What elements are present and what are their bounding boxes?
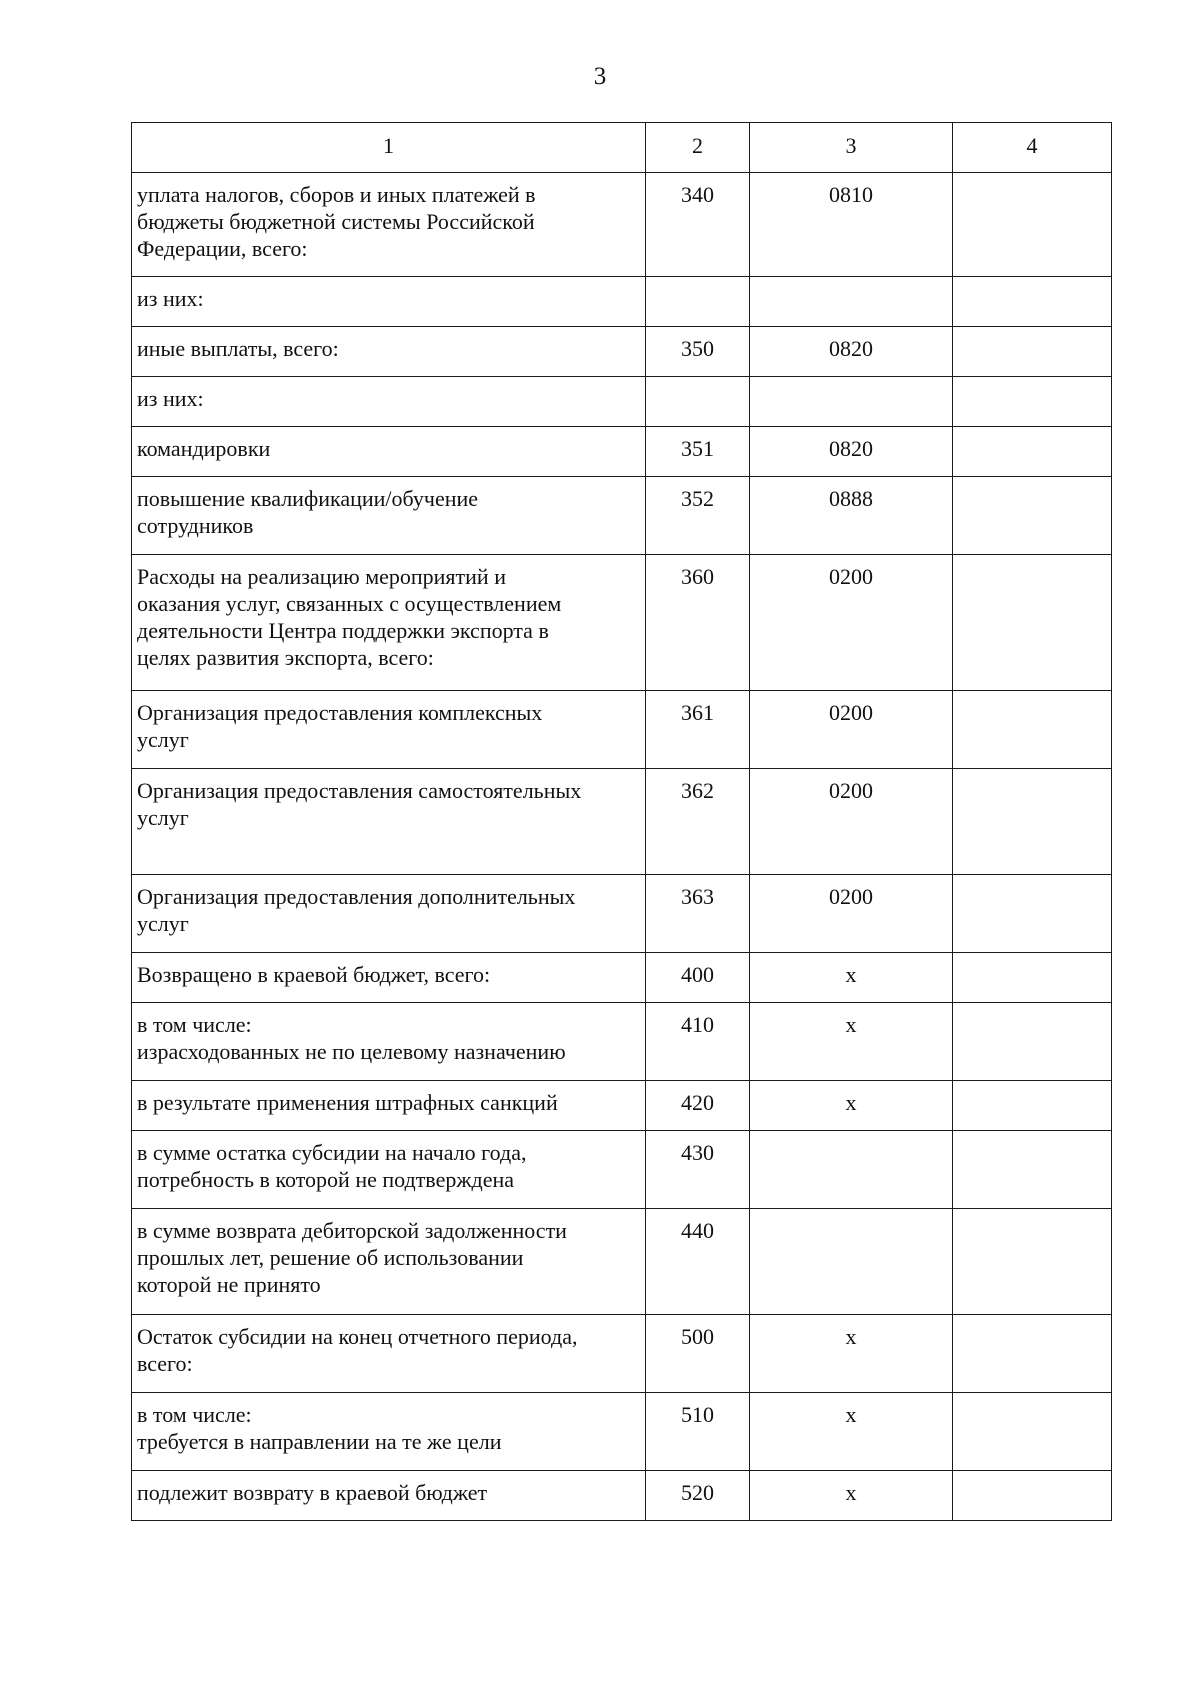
row-value bbox=[953, 1393, 1112, 1471]
row-code: 350 bbox=[646, 327, 750, 377]
table-row bbox=[132, 1393, 1112, 1471]
row-code: 440 bbox=[646, 1209, 750, 1315]
row-value bbox=[953, 1315, 1112, 1393]
row-label: Организация предоставления комплексных услуг bbox=[132, 691, 646, 769]
report-table bbox=[131, 122, 1112, 1521]
row-value bbox=[953, 377, 1112, 427]
row-code2: 0820 bbox=[750, 427, 953, 477]
row-code2: х bbox=[750, 953, 953, 1003]
row-label: повышение квалификации/обучение сотрудников bbox=[132, 477, 646, 555]
row-value bbox=[953, 427, 1112, 477]
row-label: Расходы на реализацию мероприятий и оказания услуг, связанных с осуществлением деятельности Центра поддержки экспорта в целях развития экспорта, всего: bbox=[132, 555, 646, 691]
row-code bbox=[646, 377, 750, 427]
table-row bbox=[132, 555, 1112, 691]
row-value bbox=[953, 173, 1112, 277]
row-code bbox=[646, 277, 750, 327]
page-number: 3 bbox=[593, 63, 607, 90]
column-header-3: 3 bbox=[750, 123, 953, 173]
row-code2 bbox=[750, 1131, 953, 1209]
row-code2: 0888 bbox=[750, 477, 953, 555]
table-row bbox=[132, 1209, 1112, 1315]
row-label: Организация предоставления самостоятельных услуг bbox=[132, 769, 646, 875]
row-label: в том числе: требуется в направлении на те же цели bbox=[132, 1393, 646, 1471]
row-code2: х bbox=[750, 1315, 953, 1393]
row-code: 352 bbox=[646, 477, 750, 555]
row-code2 bbox=[750, 377, 953, 427]
table-row bbox=[132, 277, 1112, 327]
row-code: 360 bbox=[646, 555, 750, 691]
row-value bbox=[953, 691, 1112, 769]
row-label: из них: bbox=[132, 277, 646, 327]
table-row bbox=[132, 377, 1112, 427]
table-row bbox=[132, 875, 1112, 953]
row-code2: 0820 bbox=[750, 327, 953, 377]
table-row bbox=[132, 1131, 1112, 1209]
row-code2 bbox=[750, 1209, 953, 1315]
row-code2: 0200 bbox=[750, 875, 953, 953]
row-code2 bbox=[750, 277, 953, 327]
row-code: 410 bbox=[646, 1003, 750, 1081]
row-label: подлежит возврату в краевой бюджет bbox=[132, 1471, 646, 1521]
row-value bbox=[953, 953, 1112, 1003]
row-code2: х bbox=[750, 1003, 953, 1081]
row-label: командировки bbox=[132, 427, 646, 477]
column-header-2: 2 bbox=[646, 123, 750, 173]
row-value bbox=[953, 555, 1112, 691]
row-code2: 0200 bbox=[750, 555, 953, 691]
table-row bbox=[132, 427, 1112, 477]
header-row bbox=[132, 123, 1112, 173]
column-header-1: 1 bbox=[132, 123, 646, 173]
row-code: 520 bbox=[646, 1471, 750, 1521]
row-code2: 0200 bbox=[750, 769, 953, 875]
table-row bbox=[132, 769, 1112, 875]
row-value bbox=[953, 1131, 1112, 1209]
table-row bbox=[132, 1315, 1112, 1393]
row-value bbox=[953, 477, 1112, 555]
table-row bbox=[132, 477, 1112, 555]
row-code: 362 bbox=[646, 769, 750, 875]
row-value bbox=[953, 327, 1112, 377]
row-label: уплата налогов, сборов и иных платежей в бюджеты бюджетной системы Российской Федерации, всего: bbox=[132, 173, 646, 277]
row-code: 420 bbox=[646, 1081, 750, 1131]
column-header-4: 4 bbox=[953, 123, 1112, 173]
table-body bbox=[132, 173, 1112, 1521]
row-value bbox=[953, 1209, 1112, 1315]
table-row bbox=[132, 1471, 1112, 1521]
row-code: 363 bbox=[646, 875, 750, 953]
row-code: 361 bbox=[646, 691, 750, 769]
table-row bbox=[132, 1003, 1112, 1081]
row-label: в результате применения штрафных санкций bbox=[132, 1081, 646, 1131]
table-row bbox=[132, 173, 1112, 277]
row-code2: 0200 bbox=[750, 691, 953, 769]
table-row bbox=[132, 327, 1112, 377]
row-label: иные выплаты, всего: bbox=[132, 327, 646, 377]
row-code: 500 bbox=[646, 1315, 750, 1393]
row-value bbox=[953, 1003, 1112, 1081]
row-value bbox=[953, 769, 1112, 875]
row-label: Остаток субсидии на конец отчетного периода, всего: bbox=[132, 1315, 646, 1393]
row-value bbox=[953, 1081, 1112, 1131]
row-code: 400 bbox=[646, 953, 750, 1003]
row-label: в сумме возврата дебиторской задолженности прошлых лет, решение об использовании которой не принято bbox=[132, 1209, 646, 1315]
row-code2: 0810 bbox=[750, 173, 953, 277]
row-code2: х bbox=[750, 1081, 953, 1131]
row-value bbox=[953, 1471, 1112, 1521]
row-label: в том числе: израсходованных не по целевому назначению bbox=[132, 1003, 646, 1081]
row-code2: х bbox=[750, 1393, 953, 1471]
row-label: Возвращено в краевой бюджет, всего: bbox=[132, 953, 646, 1003]
row-code: 430 bbox=[646, 1131, 750, 1209]
row-value bbox=[953, 875, 1112, 953]
table-row bbox=[132, 953, 1112, 1003]
row-label: в сумме остатка субсидии на начало года, потребность в которой не подтверждена bbox=[132, 1131, 646, 1209]
row-code: 510 bbox=[646, 1393, 750, 1471]
row-code: 351 bbox=[646, 427, 750, 477]
table-row bbox=[132, 1081, 1112, 1131]
row-value bbox=[953, 277, 1112, 327]
row-label: из них: bbox=[132, 377, 646, 427]
row-code: 340 bbox=[646, 173, 750, 277]
row-code2: х bbox=[750, 1471, 953, 1521]
table-row bbox=[132, 691, 1112, 769]
row-label: Организация предоставления дополнительных услуг bbox=[132, 875, 646, 953]
